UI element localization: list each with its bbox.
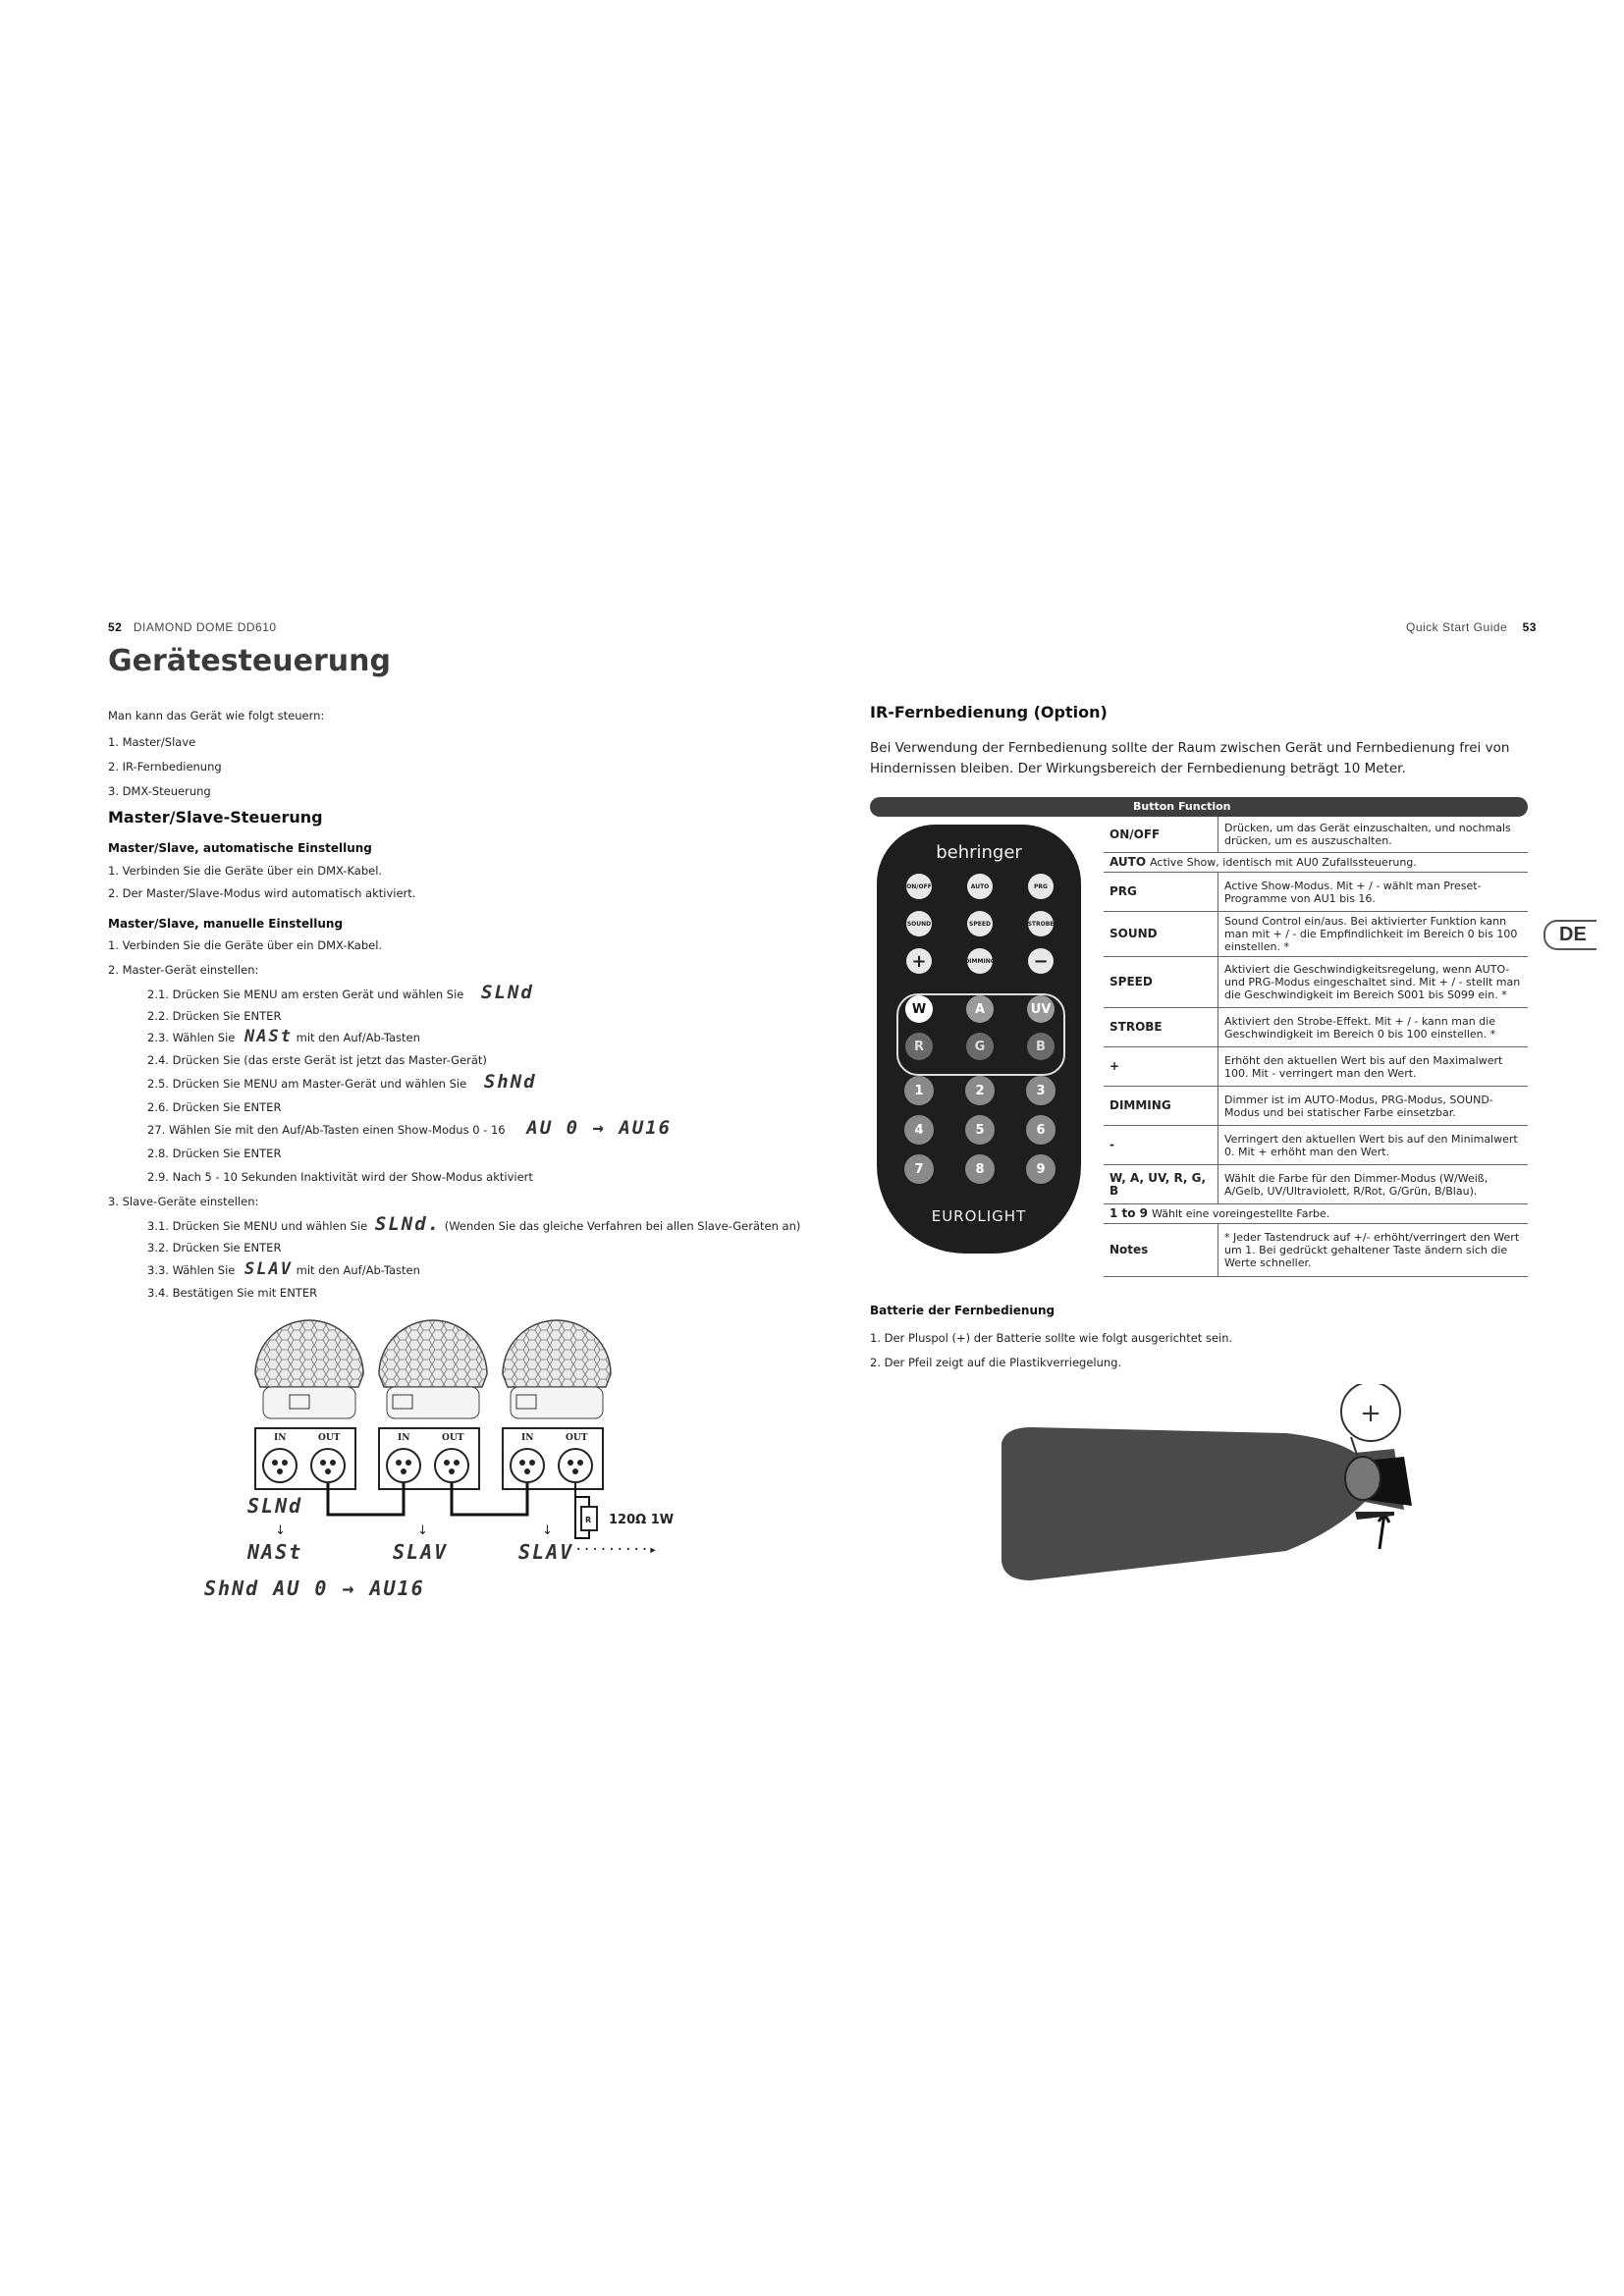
function-key: Notes [1104,1224,1218,1277]
function-row [1104,957,1528,1008]
display-nast: NASt [244,1027,293,1046]
remote-button-a: A [966,995,994,1023]
remote-button-1: 1 [904,1076,934,1105]
remote-button-9: 9 [1026,1154,1056,1184]
function-description: Verringert den aktuellen Wert bis auf den Minimalwert 0. Mit + erhöht man den Wert. [1218,1126,1529,1165]
arrow-icon [1379,1514,1389,1549]
sub-step-3-1-text-a: 3.1. Drücken Sie MENU und wählen Sie [147,1219,368,1233]
function-key: - [1104,1126,1218,1165]
remote-button-r: R [905,1033,933,1060]
function-row [1104,1204,1528,1224]
sub-step-2-4: 2.4. Drücken Sie (das erste Gerät ist jetzt das Master-Gerät) [147,1053,487,1067]
intro-text: Man kann das Gerät wie folgt steuern: [108,709,325,722]
remote-button-8: 8 [965,1154,995,1184]
sub-step-3-3 [147,1259,420,1279]
remote-button-sound: SOUND [906,911,932,936]
sub-step-2-3-text-b: mit den Auf/Ab-Tasten [296,1031,420,1044]
jack-out-label-3: OUT [566,1433,588,1443]
function-row [1104,853,1528,873]
option-1: 1. Master/Slave [108,735,196,749]
remote-back [1001,1427,1404,1580]
function-description: Active Show-Modus. Mit + / - wählt man Preset-Programme von AU1 bis 16. [1218,873,1529,912]
language-badge: DE [1543,920,1597,950]
function-row [1104,1165,1528,1204]
sub-step-2-1 [147,982,534,1003]
sub-step-3-2: 3.2. Drücken Sie ENTER [147,1241,282,1255]
manual-step-3: 3. Slave-Geräte einstellen: [108,1195,259,1208]
function-description: Wählt die Farbe für den Dimmer-Modus (W/Weiß, A/Gelb, UV/Ultraviolett, R/Rot, G/Grün, B/Blau). [1218,1165,1529,1204]
right-page-header [1406,620,1537,634]
button-function-rows [1104,817,1528,1277]
resistor-label: R [585,1516,592,1524]
sub-step-3-3-text-a: 3.3. Wählen Sie [147,1263,236,1277]
remote-control [877,825,1081,1254]
function-description: Wählt eine voreingestellte Farbe. [1152,1207,1330,1220]
function-row [1104,1008,1528,1047]
function-key: + [1104,1047,1218,1087]
master-slave-diagram [196,1310,687,1605]
sub-step-3-3-text-b: mit den Auf/Ab-Tasten [296,1263,420,1277]
master-slave-heading: Master/Slave-Steuerung [108,808,323,827]
dome-3 [503,1320,611,1418]
manual-step-2: 2. Master-Gerät einstellen: [108,963,259,977]
remote-button-speed: SPEED [967,911,993,936]
function-key: PRG [1104,873,1218,912]
left-page-number: 52 [108,620,123,634]
function-description: Drücken, um das Gerät einzuschalten, und nochmals drücken, um es auszuschalten. [1218,817,1529,853]
remote-button-strobe: STROBE [1028,911,1054,936]
remote-button-: + [906,948,932,974]
function-description: Erhöht den aktuellen Wert bis auf den Maximalwert 100. Mit - verringert man den Wert. [1218,1047,1529,1087]
ir-intro: Bei Verwendung der Fernbedienung sollte der Raum zwischen Gerät und Fernbedienung frei von Hindernissen bleiben. Der Wirkungsbereich der Fernbedienung beträgt 10 Meter. [870,740,1510,776]
sub-step-2-5-text: 2.5. Drücken Sie MENU am Master-Gerät und wählen Sie [147,1077,467,1091]
remote-button-g: G [966,1033,994,1060]
function-key: SOUND [1104,912,1218,957]
jack-in-label-1: IN [274,1433,287,1443]
auto-heading: Master/Slave, automatische Einstellung [108,841,372,855]
terminator-label: 120Ω 1W [609,1513,675,1527]
function-key: ON/OFF [1104,817,1218,853]
function-description: * Jeder Tastendruck auf +/- erhöht/verringert den Wert um 1. Bei gedrückt gehaltener Taste ändern sich die Werte schneller. [1218,1224,1529,1277]
function-row [1104,1224,1528,1277]
plus-symbol: + [1360,1399,1381,1428]
svg-text:↓: ↓ [542,1523,553,1538]
remote-button-on-off: ON/OFF [906,874,932,899]
function-row [1104,1126,1528,1165]
function-description: Active Show, identisch mit AU0 Zufallssteuerung. [1150,856,1417,869]
function-key: STROBE [1104,1008,1218,1047]
sub-step-2-2: 2.2. Drücken Sie ENTER [147,1009,282,1023]
function-key: W, A, UV, R, G, B [1104,1165,1218,1204]
remote-button-prg: PRG [1028,874,1054,899]
right-guide-name: Quick Start Guide [1406,620,1508,634]
svg-text:↓: ↓ [417,1523,428,1538]
dome-1 [255,1320,363,1418]
page-title: Gerätesteuerung [108,644,391,678]
ir-heading: IR-Fernbedienung (Option) [870,703,1108,721]
jack-out-label-2: OUT [442,1433,464,1443]
sub-step-2-5 [147,1071,537,1093]
remote-button-2: 2 [965,1076,995,1105]
remote-brand: behringer [936,842,1022,863]
diagram-display-bottom: ShNd AU 0 → AU16 [204,1576,425,1600]
display-shnd: ShNd [483,1071,537,1093]
sub-step-2-8: 2.8. Drücken Sie ENTER [147,1147,282,1160]
sub-step-2-7 [147,1117,673,1139]
diagram-svg [196,1310,687,1605]
diagram-display-top: SLNd [247,1494,303,1518]
battery-step-2: 2. Der Pfeil zeigt auf die Plastikverriegelung. [870,1356,1122,1369]
remote-button-w: W [905,995,933,1023]
sub-step-2-7-text: 27. Wählen Sie mit den Auf/Ab-Tasten einen Show-Modus 0 - 16 [147,1123,506,1137]
manual-heading: Master/Slave, manuelle Einstellung [108,917,344,931]
function-row [1104,1087,1528,1126]
option-2: 2. IR-Fernbedienung [108,760,222,774]
remote-brand-2: EUROLIGHT [931,1207,1027,1225]
diagram-display-master: NASt [247,1540,303,1564]
function-row [1104,817,1528,853]
function-description: Dimmer ist im AUTO-Modus, PRG-Modus, SOUND-Modus und bei statischer Farbe einsetzbar. [1218,1087,1529,1126]
remote-button-7: 7 [904,1154,934,1184]
table-header-bar [870,797,1528,817]
left-page-header [108,620,277,634]
remote-button-b: B [1027,1033,1055,1060]
right-page-number: 53 [1522,620,1537,634]
manual-step-1: 1. Verbinden Sie die Geräte über ein DMX-Kabel. [108,938,383,952]
auto-step-1: 1. Verbinden Sie die Geräte über ein DMX-Kabel. [108,864,383,878]
table-header-label: Button Function [1133,800,1231,813]
battery-heading: Batterie der Fernbedienung [870,1304,1056,1317]
function-row [1104,873,1528,912]
function-row [1104,912,1528,957]
remote-button-uv: UV [1027,995,1055,1023]
function-key: DIMMING [1104,1087,1218,1126]
dome-2 [379,1320,487,1418]
left-product-name: DIAMOND DOME DD610 [133,620,277,634]
sub-step-2-1-text: 2.1. Drücken Sie MENU am ersten Gerät und wählen Sie [147,988,464,1001]
function-key: AUTO [1110,855,1147,869]
diagram-display-slave-1: SLAV [393,1540,449,1564]
battery-illustration [992,1384,1424,1602]
sub-step-2-9: 2.9. Nach 5 - 10 Sekunden Inaktivität wird der Show-Modus aktiviert [147,1170,533,1184]
sub-step-2-3 [147,1027,420,1046]
remote-button-3: 3 [1026,1076,1056,1105]
jack-in-label-2: IN [398,1433,410,1443]
function-key: SPEED [1104,957,1218,1008]
sub-step-3-1 [147,1213,801,1235]
function-description: Aktiviert den Strobe-Effekt. Mit + / - kann man die Geschwindigkeit im Bereich 0 bis 100 einstellen. * [1218,1008,1529,1047]
remote-button-auto: AUTO [967,874,993,899]
battery-svg [992,1384,1424,1602]
sub-step-2-6: 2.6. Drücken Sie ENTER [147,1100,282,1114]
display-slnd: SLNd [481,982,534,1003]
option-3: 3. DMX-Steuerung [108,784,211,798]
battery-step-1: 1. Der Pluspol (+) der Batterie sollte wie folgt ausgerichtet sein. [870,1331,1233,1345]
function-row [1104,1047,1528,1087]
function-description: Sound Control ein/aus. Bei aktivierter Funktion kann man mit + / - die Empfindlichkeit im Bereich 0 bis 100 einstellen. * [1218,912,1529,957]
display-au-range: AU 0 → AU16 [526,1117,673,1139]
auto-step-2: 2. Der Master/Slave-Modus wird automatisch aktiviert. [108,886,416,900]
remote-button-: − [1028,948,1054,974]
battery-cell [1345,1457,1380,1500]
remote-button-5: 5 [965,1115,995,1145]
svg-text:↓: ↓ [275,1523,286,1538]
display-slav: SLAV [244,1259,293,1279]
remote-button-4: 4 [904,1115,934,1145]
function-key: 1 to 9 [1110,1206,1149,1220]
sub-step-3-4: 3.4. Bestätigen Sie mit ENTER [147,1286,318,1300]
function-description: Aktiviert die Geschwindigkeitsregelung, wenn AUTO- und PRG-Modus eingeschaltet sind. Mit + / - stellt man die Geschwindigkeit im Bereich S001 bis S099 ein. * [1218,957,1529,1008]
sub-step-3-1-text-b: (Wenden Sie das gleiche Verfahren bei allen Slave-Geräten an) [444,1219,801,1233]
remote-button-dimming: DIMMING [967,948,993,974]
sub-step-2-3-text-a: 2.3. Wählen Sie [147,1031,236,1044]
jack-in-label-3: IN [521,1433,534,1443]
display-slnd-slave: SLNd. [374,1213,442,1235]
button-function-table [1104,817,1528,1277]
jack-out-label-1: OUT [318,1433,341,1443]
svg-text:·········▸: ·········▸ [574,1542,658,1558]
remote-button-6: 6 [1026,1115,1056,1145]
diagram-display-slave-2: SLAV [518,1540,574,1564]
